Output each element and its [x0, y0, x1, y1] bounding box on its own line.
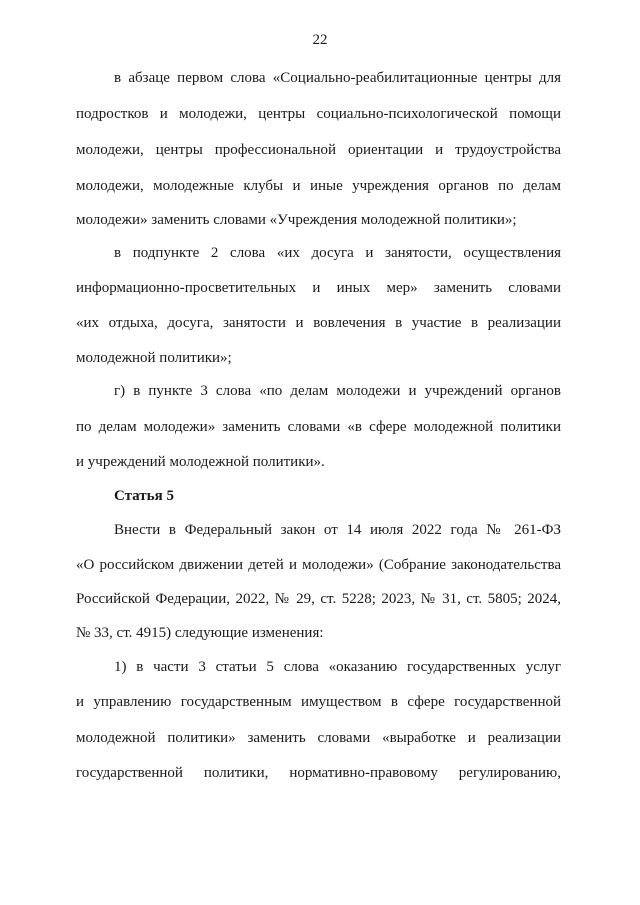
- text-line: информационно-просветительных и иных мер» заменить словами: [76, 280, 561, 296]
- text-line: Внести в Федеральный закон от 14 июля 2022 года № 261-ФЗ: [114, 522, 561, 538]
- text-line: «их отдыха, досуга, занятости и вовлечения в участие в реализации: [76, 315, 561, 331]
- text-line: молодежи» заменить словами «Учреждения молодежной политики»;: [76, 212, 517, 228]
- text-line: молодежной политики» заменить словами «выработке и реализации: [76, 730, 561, 746]
- text-line: государственной политики, нормативно-правовому регулированию,: [76, 765, 561, 781]
- text-line: по делам молодежи» заменить словами «в сфере молодежной политики: [76, 419, 561, 435]
- page-number: 22: [312, 32, 328, 48]
- text-line: молодежи, молодежные клубы и иные учреждения органов по делам: [76, 178, 561, 194]
- text-line: и учреждений молодежной политики».: [76, 454, 325, 470]
- article-heading: Статья 5: [114, 488, 174, 504]
- text-line: Российской Федерации, 2022, № 29, ст. 5228; 2023, № 31, ст. 5805; 2024,: [76, 591, 561, 607]
- text-line: г) в пункте 3 слова «по делам молодежи и учреждений органов: [114, 383, 561, 399]
- text-line: № 33, ст. 4915) следующие изменения:: [76, 625, 324, 641]
- text-line: в подпункте 2 слова «их досуга и занятости, осуществления: [114, 245, 561, 261]
- text-line: подростков и молодежи, центры социально-психологической помощи: [76, 106, 561, 122]
- text-line: молодежи, центры профессиональной ориентации и трудоустройства: [76, 142, 561, 158]
- text-line: и управлению государственным имуществом в сфере государственной: [76, 694, 561, 710]
- text-line: в абзаце первом слова «Социально-реабилитационные центры для: [114, 70, 561, 86]
- text-line: молодежной политики»;: [76, 350, 232, 366]
- text-line: «О российском движении детей и молодежи» (Собрание законодательства: [76, 557, 561, 573]
- text-line: 1) в части 3 статьи 5 слова «оказанию государственных услуг: [114, 659, 561, 675]
